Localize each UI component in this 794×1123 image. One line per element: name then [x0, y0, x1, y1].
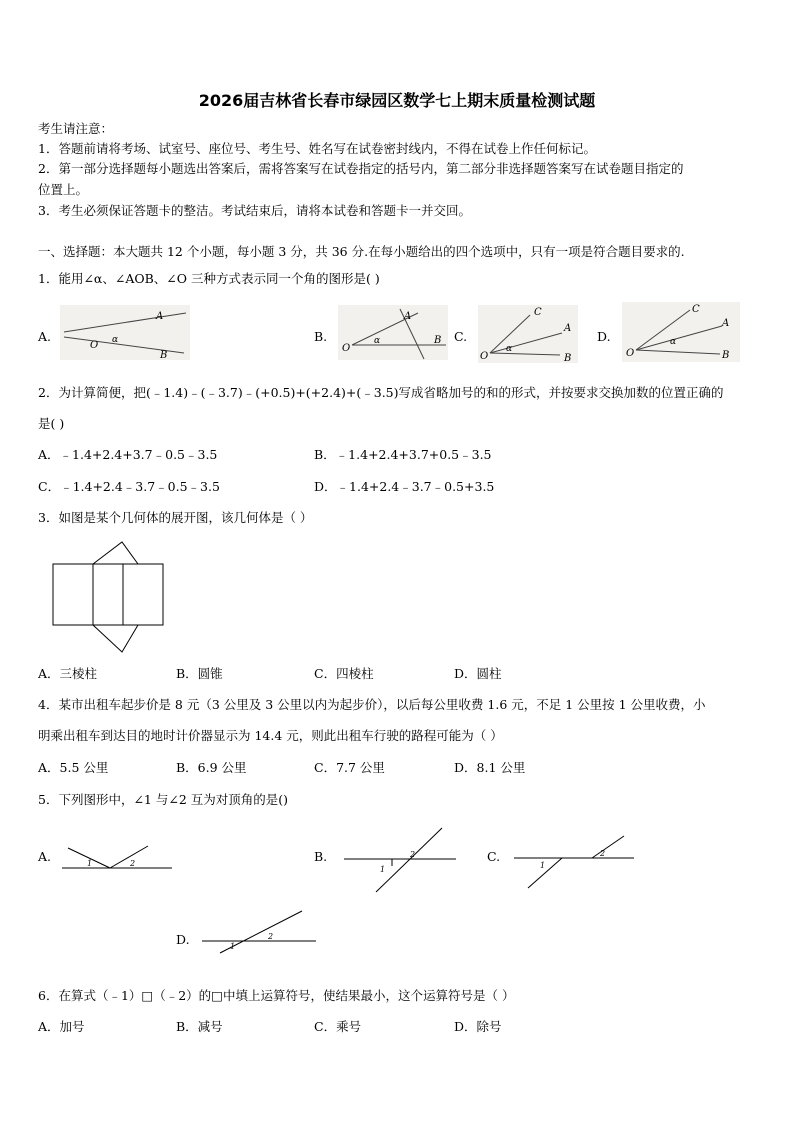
q5-option-a: A.: [38, 849, 52, 864]
q4-option-b: B．6.9 公里: [176, 760, 247, 775]
q1c-label-c: C: [534, 307, 542, 318]
q5-figure-b: [342, 826, 458, 894]
q3-option-d: D．圆柱: [454, 666, 502, 681]
q4-option-d: D．8.1 公里: [454, 760, 526, 775]
q4-option-c: C．7.7 公里: [314, 760, 385, 775]
q5-figure-c: [512, 834, 636, 890]
q1c-label-alpha: α: [506, 344, 513, 354]
q1c-label-o: O: [480, 351, 489, 362]
q3-stem: 3．如图是某个几何体的展开图，该几何体是（ ）: [38, 510, 313, 525]
q1b-label-b: B: [434, 335, 442, 346]
q5-figure-d: [200, 909, 318, 955]
q1d-label-c: C: [692, 304, 700, 315]
q5-figure-a: [60, 838, 176, 878]
q3-net-figure: [50, 540, 166, 656]
q1-option-a: A.: [38, 329, 52, 344]
notice-item-3: 3．考生必须保证答题卡的整洁。考试结束后，请将本试卷和答题卡一并交回。: [38, 203, 471, 218]
q1-option-b: B.: [314, 329, 328, 344]
q6-option-a: A．加号: [38, 1019, 85, 1034]
q6-stem: 6．在算式（﹣1）□（﹣2）的□中填上运算符号，使结果最小，这个运算符号是（ ）: [38, 988, 515, 1003]
q2-stem-line2: 是( ): [38, 416, 65, 431]
q4-stem-line1: 4．某市出租车起步价是 8 元（3 公里及 3 公里以内为起步价），以后每公里收费 1.6 元，不足 1 公里按 1 公里收费，小: [38, 697, 706, 712]
q5a-angle-2: 2: [130, 859, 136, 868]
q1d-label-o: O: [626, 348, 635, 359]
q1a-label-b: B: [160, 350, 168, 361]
q3-option-a: A．三棱柱: [38, 666, 98, 681]
q1a-label-o: O: [90, 340, 99, 351]
q5c-angle-1: 1: [540, 861, 546, 870]
notice-item-2: 2．第一部分选择题每小题选出答案后，需将答案写在试卷指定的括号内，第二部分非选择题答案写在试卷题目指定的: [38, 161, 684, 176]
q1c-label-b: B: [564, 353, 572, 364]
q1a-label-alpha: α: [112, 335, 119, 345]
q5a-angle-1: 1: [87, 859, 93, 868]
q1-option-d: D.: [597, 329, 611, 344]
q1-figure-a: [60, 305, 190, 360]
q5d-angle-1: 1: [230, 942, 236, 951]
q4-stem-line2: 明乘出租车到达目的地时计价器显示为 14.4 元，则此出租车行驶的路程可能为（ ）: [38, 728, 503, 743]
q5c-angle-2: 2: [600, 849, 606, 858]
q5-option-c: C.: [487, 849, 501, 864]
q1d-label-alpha: α: [670, 337, 677, 347]
q2-option-d: D．﹣1.4+2.4﹣3.7﹣0.5+3.5: [314, 479, 495, 494]
q1-figure-d: [622, 302, 740, 362]
q2-option-a: A．﹣1.4+2.4+3.7﹣0.5﹣3.5: [38, 447, 218, 462]
q4-option-a: A．5.5 公里: [38, 760, 109, 775]
q1c-label-a: A: [564, 323, 572, 334]
q1-option-c: C.: [454, 329, 468, 344]
q5b-angle-1: 1: [380, 865, 386, 874]
q1d-label-a: A: [722, 318, 730, 329]
q1-figure-b: [338, 305, 448, 360]
notice-item-2-cont: 位置上。: [38, 182, 89, 197]
q5d-angle-2: 2: [268, 932, 274, 941]
q6-option-d: D．除号: [454, 1019, 502, 1034]
q1b-label-o: O: [342, 343, 351, 354]
q6-option-c: C．乘号: [314, 1019, 362, 1034]
notice-item-1: 1．答题前请将考场、试室号、座位号、考生号、姓名写在试卷密封线内，不得在试卷上作任何标记。: [38, 141, 596, 156]
q1-figure-c: [478, 305, 578, 363]
page-title: 2026届吉林省长春市绿园区数学七上期末质量检测试题: [198, 91, 596, 110]
notice-heading: 考生请注意：: [38, 121, 114, 136]
q6-option-b: B．减号: [176, 1019, 223, 1034]
q1-stem: 1．能用∠α、∠AOB、∠O 三种方式表示同一个角的图形是( ): [38, 271, 380, 286]
q1b-label-a: A: [404, 311, 412, 322]
q1d-label-b: B: [722, 350, 730, 361]
section-heading: 一、选择题：本大题共 12 个小题，每小题 3 分，共 36 分.在每小题给出的四个选项中，只有一项是符合题目要求的.: [38, 244, 685, 259]
q2-option-c: C．﹣1.4+2.4﹣3.7﹣0.5﹣3.5: [38, 479, 220, 494]
q1b-label-alpha: α: [374, 336, 381, 346]
q2-option-b: B．﹣1.4+2.4+3.7+0.5﹣3.5: [314, 447, 492, 462]
q3-option-c: C．四棱柱: [314, 666, 374, 681]
q1a-label-a: A: [156, 311, 164, 322]
q5b-angle-2: 2: [410, 850, 416, 859]
q5-option-b: B.: [314, 849, 328, 864]
q3-option-b: B．圆锥: [176, 666, 223, 681]
q5-stem: 5．下列图形中，∠1 与∠2 互为对顶角的是(): [38, 792, 289, 807]
q5-option-d: D.: [176, 932, 190, 947]
q2-stem-line1: 2．为计算简便，把(﹣1.4)﹣(﹣3.7)﹣(+0.5)+(+2.4)+(﹣3.5)写成省略加号的和的形式，并按要求交换加数的位置正确的: [38, 385, 724, 400]
